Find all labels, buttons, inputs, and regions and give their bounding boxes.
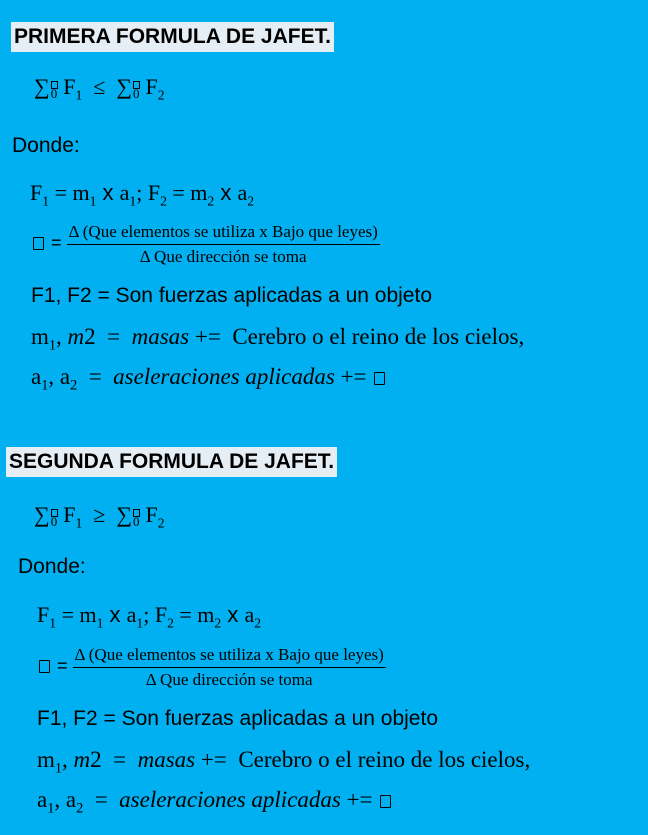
section1-fraction-row: = $\frac{\text{Δ (Que elementos se utiliza x Bajo que leyes)}}{\text{Δ Que dirección se toma}}$ bbox=[31, 222, 380, 267]
placeholder-box-icon bbox=[374, 372, 385, 385]
section1-masas-line: $m_1$, m2 = masas += Cerebro o el reino de los cielos, bbox=[31, 324, 525, 354]
section1-title-text: PRIMERA FORMULA DE JAFET. bbox=[14, 25, 331, 48]
section2-donde: Donde: bbox=[18, 555, 86, 578]
section2-title bbox=[6, 447, 337, 477]
section2-fraction-row: = $\frac{\text{Δ (Que elementos se utiliza x Bajo que leyes)}}{\text{Δ Que dirección se toma}}$ bbox=[37, 645, 386, 690]
section2-acc-line: $a_1$, $a_2$ = aseleraciones aplicadas += bbox=[37, 787, 393, 813]
section1-sum-formula: ∑ 0 $F_1$ ≤ ∑ 0 $F_2$ bbox=[34, 74, 165, 103]
section2-force-definition: $F_1 = m_1$ x $a_1$; $F_2 = m_2$ x $a_2$ bbox=[37, 602, 262, 631]
section2-forces-line: F1, F2 = Son fuerzas aplicadas a un objeto bbox=[37, 707, 438, 730]
fraction-numerator: Δ (Que elementos se utiliza x Bajo que leyes) bbox=[73, 645, 386, 668]
section1-acc-line: $a_1$, $a_2$ = aseleraciones aplicadas += bbox=[31, 364, 387, 390]
greater-equal-operator: ≥ bbox=[93, 502, 106, 527]
fraction-denominator: Δ Que dirección se toma bbox=[139, 247, 307, 266]
section2-sum-formula: ∑ 0 $F_1$ ≥ ∑ 0 $F_2$ bbox=[34, 502, 165, 531]
section2-title-text: SEGUNDA FORMULA DE JAFET. bbox=[9, 450, 335, 473]
section1-title bbox=[11, 22, 334, 52]
fraction-denominator: Δ Que dirección se toma bbox=[145, 670, 313, 689]
section1-forces-line: F1, F2 = Son fuerzas aplicadas a un objeto bbox=[31, 284, 432, 307]
placeholder-box-icon bbox=[39, 660, 50, 673]
placeholder-box-icon bbox=[380, 795, 391, 808]
section1-donde: Donde: bbox=[12, 134, 80, 157]
section2-masas-line: $m_1$, m2 = masas += Cerebro o el reino de los cielos, bbox=[37, 747, 531, 777]
section1-force-definition: $F_1 = m_1$ x $a_1$; $F_2 = m_2$ x $a_2$ bbox=[30, 180, 255, 209]
fraction-numerator: Δ (Que elementos se utiliza x Bajo que leyes) bbox=[67, 222, 380, 245]
placeholder-box-icon bbox=[33, 237, 44, 250]
less-equal-operator: ≤ bbox=[93, 74, 106, 99]
